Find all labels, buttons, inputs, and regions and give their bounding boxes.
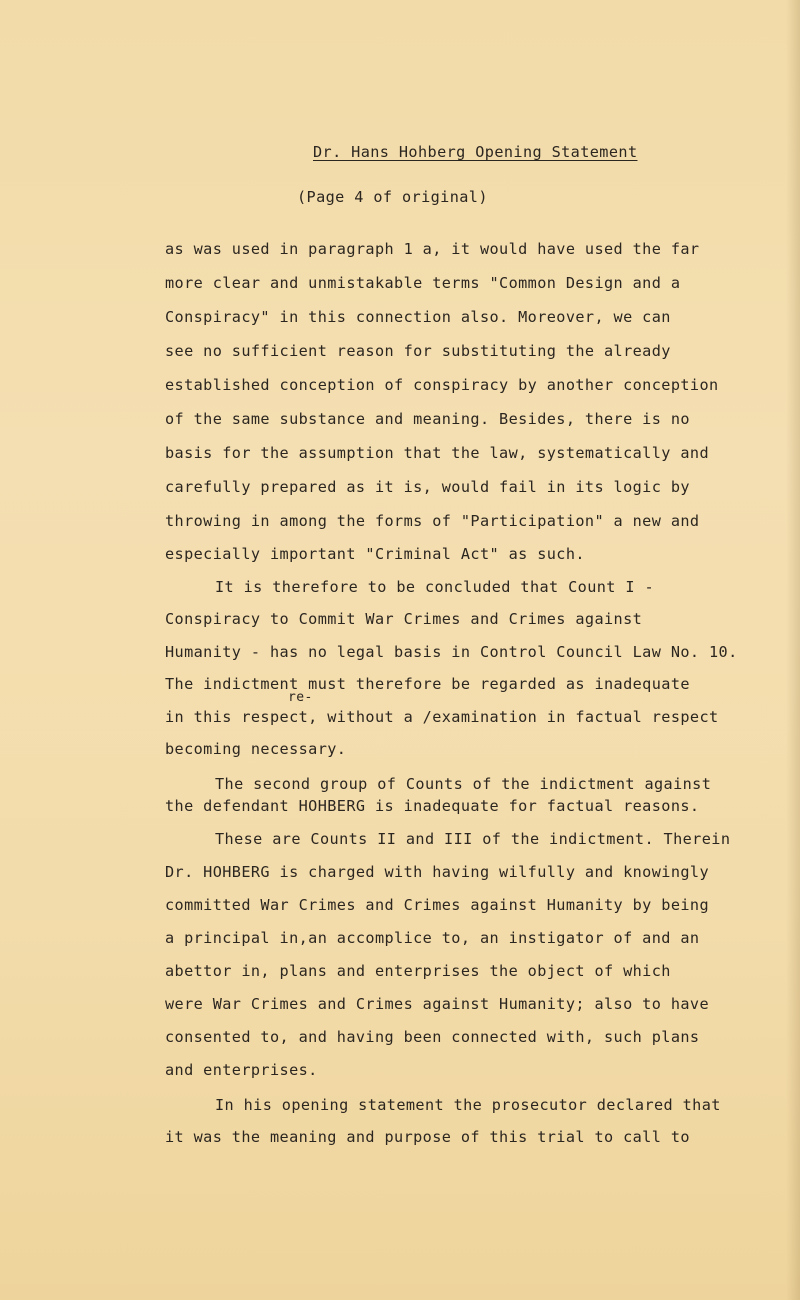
text-line-28: it was the meaning and purpose of this trial to call to — [165, 1128, 690, 1146]
text-line-11: It is therefore to be concluded that Count I - — [215, 578, 655, 596]
text-line-21: committed War Crimes and Crimes against Humanity by being — [165, 896, 709, 914]
text-line-4: see no sufficient reason for substituting the already — [165, 342, 671, 360]
text-line-9: throwing in among the forms of "Participation" a new and — [165, 512, 700, 530]
text-line-19: These are Counts II and III of the indictment. Therein — [215, 830, 731, 848]
document-title: Dr. Hans Hohberg Opening Statement — [313, 143, 638, 161]
text-line-25: consented to, and having been connected with, such plans — [165, 1028, 700, 1046]
text-line-3: Conspiracy" in this connection also. Moreover, we can — [165, 308, 671, 326]
text-line-18: the defendant HOHBERG is inadequate for factual reasons. — [165, 797, 700, 815]
text-line-10: especially important "Criminal Act" as such. — [165, 545, 585, 563]
text-line-8: carefully prepared as it is, would fail in its logic by — [165, 478, 690, 496]
text-line-24: were War Crimes and Crimes against Humanity; also to have — [165, 995, 709, 1013]
text-line-12: Conspiracy to Commit War Crimes and Crimes against — [165, 610, 643, 628]
text-line-22: a principal in,an accomplice to, an instigator of and an — [165, 929, 700, 947]
handwritten-insertion: re- — [288, 690, 313, 705]
text-line-23: abettor in, plans and enterprises the object of which — [165, 962, 671, 980]
text-line-14: The indictment must therefore be regarded as inadequate — [165, 675, 690, 693]
text-line-17: The second group of Counts of the indictment against — [215, 775, 712, 793]
text-line-16: becoming necessary. — [165, 740, 347, 758]
text-line-26: and enterprises. — [165, 1061, 318, 1079]
page-reference: (Page 4 of original) — [297, 188, 488, 206]
text-line-7: basis for the assumption that the law, systematically and — [165, 444, 709, 462]
text-line-6: of the same substance and meaning. Besides, there is no — [165, 410, 690, 428]
page-edge-shadow — [786, 0, 800, 1300]
text-line-2: more clear and unmistakable terms "Common Design and a — [165, 274, 681, 292]
text-line-27: In his opening statement the prosecutor declared that — [215, 1096, 721, 1114]
text-line-15: in this respect, without a /examination in factual respect — [165, 708, 719, 726]
text-line-13: Humanity - has no legal basis in Control Council Law No. 10. — [165, 643, 738, 661]
text-line-20: Dr. HOHBERG is charged with having wilfully and knowingly — [165, 863, 709, 881]
text-line-5: established conception of conspiracy by another conception — [165, 376, 719, 394]
text-line-1: as was used in paragraph 1 a, it would have used the far — [165, 240, 700, 258]
